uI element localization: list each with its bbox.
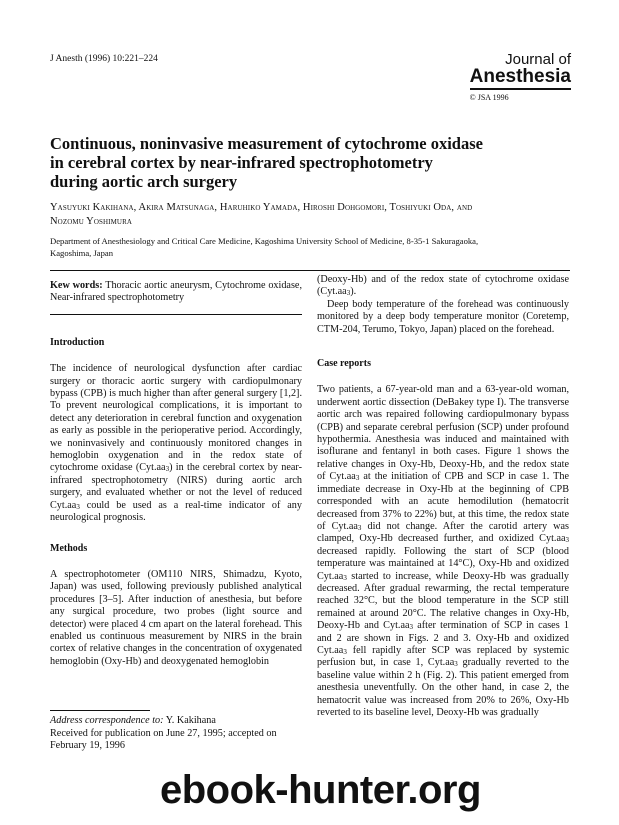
header-divider bbox=[50, 270, 570, 271]
subscript: 3 bbox=[357, 523, 362, 532]
case-heading: Case reports bbox=[317, 358, 371, 370]
case-paragraph bbox=[317, 384, 569, 719]
keywords bbox=[50, 280, 302, 305]
subscript: 3 bbox=[343, 573, 347, 582]
case-text: at the initiation of CPB and SCP in case 1. The immediate decrease in Oxy-Hb at the beginning of CPB corresponded with an acute hemodilution (hematocrit decreased from 37% to 22%) but, at this time, the redox state of Cyt.aa bbox=[317, 471, 569, 532]
intro-text-b: ) in the cerebral cortex by near-infrared spectrophotometry (NIRS) during aortic arch surgery, and evaluated whether or not the level of reduced Cyt.aa bbox=[50, 462, 302, 511]
keywords-text: Thoracic aortic aneurysm, Cytochrome oxidase, Near-infrared spectrophotometry bbox=[50, 280, 302, 304]
author-line: Yasuyuki Kakihana, Akira Matsunaga, Haruhiko Yamada, Hiroshi Dohgomori, Toshiyuki Oda, and bbox=[50, 202, 473, 213]
article-title bbox=[50, 134, 570, 191]
right-column bbox=[317, 274, 569, 719]
case-text: after termination of SCP in cases 1 and 2 are shown in Figs. 2 and 3. Oxy-Hb and oxidized Cyt.aa bbox=[317, 620, 569, 656]
title-line: during aortic arch surgery bbox=[50, 172, 238, 191]
intro-text-a: The incidence of neurological dysfunction after cardiac surgery or thoracic aortic surgery with cardiopulmonary bypass (CPB) is much higher than after general surgery [1,2]. To prevent neurological complications, it is important to detect any deterioration in cerebral function and oxygenation as early as possible in the perioperative period. Accordingly, we noninvasively and continuously monitored changes in hemoglobin oxygenation and in the redox state of cytochrome oxidase (Cyt.aa bbox=[50, 363, 302, 474]
author-line: Nozomu Yoshimura bbox=[50, 216, 133, 227]
title-line: in cerebral cortex by near-infrared spectrophotometry bbox=[50, 153, 433, 172]
case-text: decreased rapidly. Following the start of SCP (blood temperature was maintained at 14°C), Oxy-Hb and oxidized Cyt.aa bbox=[317, 545, 569, 582]
subscript: 3 bbox=[76, 502, 80, 511]
received-date: Received for publication on June 27, 1995; accepted on February 19, 1996 bbox=[50, 727, 277, 751]
author-list bbox=[50, 201, 570, 229]
correspondence bbox=[50, 715, 302, 728]
case-text: fell rapidly after SCP was replaced by systemic perfusion but, in case 1, Cyt.aa bbox=[317, 644, 569, 669]
correspondence-label: Address correspondence to: bbox=[50, 715, 164, 726]
subscript: 3 bbox=[355, 474, 360, 483]
affiliation bbox=[50, 236, 570, 259]
methods-cont-text-a: (Deoxy-Hb) and of the redox state of cytochrome oxidase (Cyt.aa bbox=[317, 274, 569, 298]
left-column bbox=[50, 280, 302, 668]
temperature-paragraph: Deep body temperature of the forehead was continuously monitored by a deep body temperature monitor (Coretemp, CTM-204, Terumo, Tokyo, Japan) placed on the forehead. bbox=[317, 298, 569, 335]
footnote-rule bbox=[50, 710, 150, 711]
affiliation-line: Department of Anesthesiology and Critical Care Medicine, Kagoshima University School of Medicine, 8-35-1 Sakuragaoka, bbox=[50, 236, 479, 246]
correspondence-name: Y. Kakihana bbox=[163, 715, 216, 726]
footnote bbox=[50, 710, 302, 753]
copyright-notice: © JSA 1996 bbox=[469, 93, 509, 102]
intro-paragraph bbox=[50, 363, 302, 524]
methods-continued bbox=[317, 274, 569, 299]
journal-logo bbox=[470, 52, 571, 102]
watermark: ebook-hunter.org bbox=[160, 768, 481, 812]
case-text: gradually reverted to the baseline value within 2 h (Fig. 2). This patient emerged from anesthesia uneventfully. On the other hand, in case 2, the hematocrit value was increased from 20% to 26%, Oxy-Hb reverted to its baseline level, Deoxy-Hb was gradually bbox=[317, 657, 569, 718]
journal-name-line2: Anesthesia bbox=[470, 67, 571, 90]
keywords-label: Kew words: bbox=[50, 280, 103, 291]
journal-citation: J Anesth (1996) 10:221–224 bbox=[50, 54, 158, 64]
subscript: 3 bbox=[346, 289, 351, 298]
subscript: 3 bbox=[165, 465, 170, 474]
methods-paragraph: A spectrophotometer (OM110 NIRS, Shimadzu, Kyoto, Japan) was used, following previously published analytical procedures [3–5]. After induction of anesthesia, but before any surgical procedure, two probes (light source and detector) were placed 4 cm apart on the lateral forehead. This enabled us continuous measurement by NIRS in the brain cortex of relative changes in the concentration of oxygenated hemoglobin (Oxy-Hb) and deoxygenated hemoglobin bbox=[50, 568, 302, 667]
case-text: Two patients, a 67-year-old man and a 63-year-old woman, underwent aortic dissection (DeBakey type I). The transverse aortic arch was repaired following cardiopulmonary bypass (CPB) and separate cerebral perfusion (SCP) under profound hypothermia. Anesthesia was induced and maintained with isoflurane and fentanyl in both cases. Figure 1 shows the relative changes in Oxy-Hb, Deoxy-Hb, and the redox state of Cyt.aa bbox=[317, 384, 569, 483]
subscript: 3 bbox=[565, 536, 569, 545]
methods-heading: Methods bbox=[50, 542, 88, 554]
subscript: 3 bbox=[343, 647, 347, 656]
title-line: Continuous, noninvasive measurement of cytochrome oxidase bbox=[50, 134, 483, 153]
subscript: 3 bbox=[454, 660, 458, 669]
case-text: did not change. After the carotid artery was clamped, Oxy-Hb decreased further, and oxidized Cyt.aa bbox=[317, 520, 570, 545]
case-text: started to increase, while Deoxy-Hb was gradually decreased. After gradual rewarming, the rectal temperature reached 32°C, but the blood temperature in the SCP still remained at around 20°C. The relative changes in Oxy-Hb, Deoxy-Hb and Cyt.aa bbox=[317, 570, 569, 632]
intro-text-c: could be used as a real-time indicator of any neurological prognosis. bbox=[50, 499, 302, 524]
affiliation-line: Kagoshima, Japan bbox=[50, 247, 114, 258]
subscript: 3 bbox=[409, 623, 413, 632]
keywords-divider bbox=[50, 314, 302, 315]
journal-name-line1: Journal of bbox=[505, 51, 571, 68]
methods-cont-text-b: ). bbox=[350, 286, 357, 298]
intro-heading: Introduction bbox=[50, 336, 105, 348]
